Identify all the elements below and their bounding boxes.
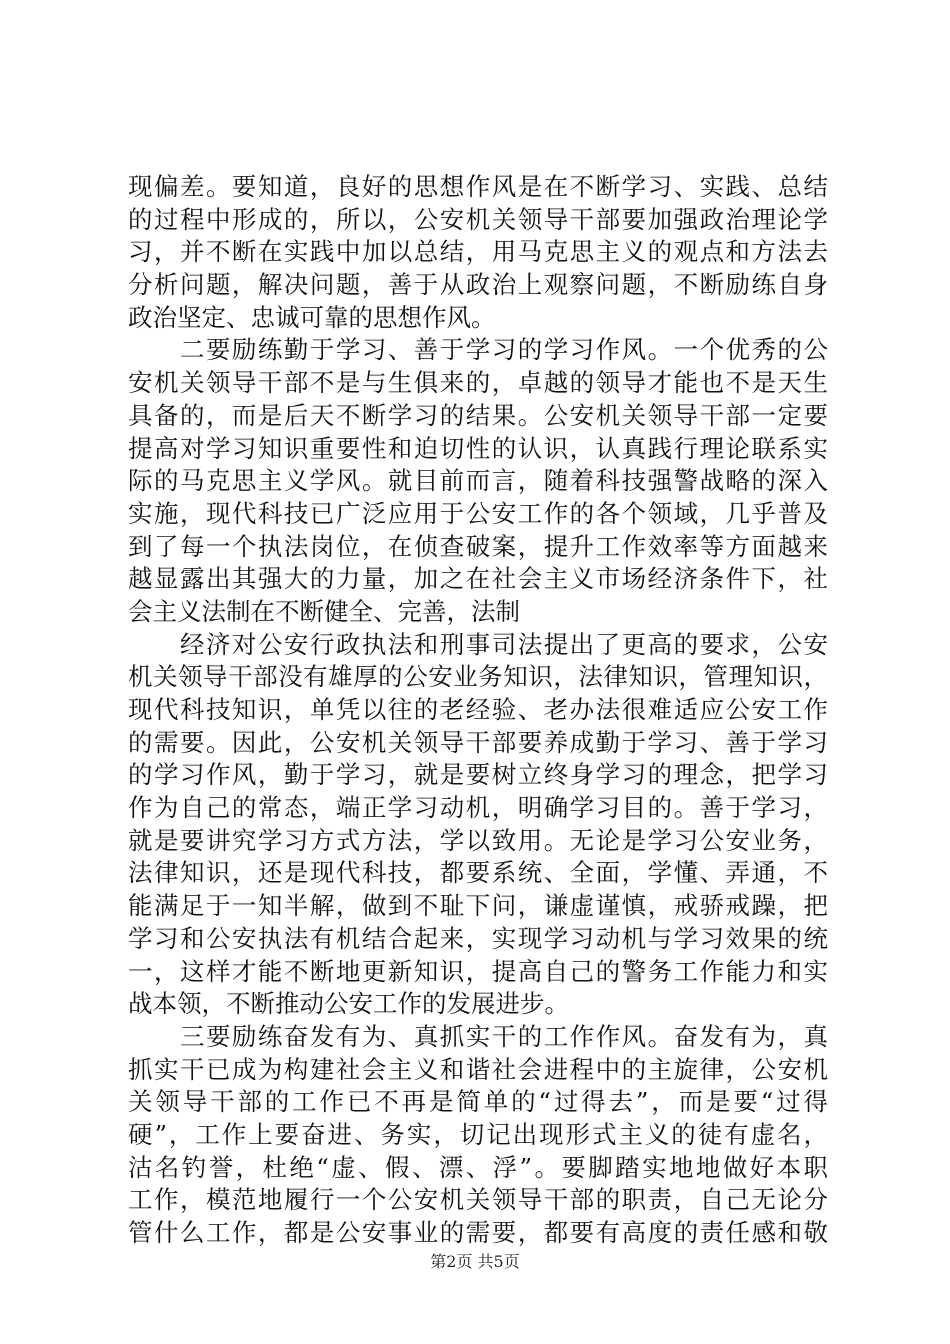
text-line: 战本领，不断推动公安工作的发展进步。 (128, 989, 569, 1019)
text-line: 经济对公安行政执法和刑事司法提出了更高的要求，公安 (128, 629, 828, 659)
text-line: 具备的，而是后天不断学习的结果。公安机关领导干部一定要 (128, 400, 828, 430)
text-line: 实施，现代科技已广泛应用于公安工作的各个领域，几乎普及 (128, 498, 828, 528)
body-text (128, 171, 828, 1250)
text-line: 关领导干部的工作已不再是简单的“过得去”，而是要“过得 (128, 1087, 828, 1117)
text-line: 学习和公安执法有机结合起来，实现学习动机与学习效果的统 (128, 923, 828, 953)
text-line: 管什么工作，都是公安事业的需要，都要有高度的责任感和敬 (128, 1218, 828, 1247)
text-line: 作为自己的常态，端正学习动机，明确学习目的。善于学习， (128, 793, 828, 823)
text-line: 际的马克思主义学风。就目前而言，随着科技强警战略的深入 (128, 466, 828, 496)
page-number-footer: 第2页 共5页 (430, 1252, 520, 1271)
text-line: 的过程中形成的，所以，公安机关领导干部要加强政治理论学 (128, 204, 828, 234)
text-line: 会主义法制在不断健全、完善，法制 (128, 596, 520, 626)
text-line: 安机关领导干部不是与生俱来的，卓越的领导才能也不是天生 (128, 368, 828, 398)
text-line: 二要励练勤于学习、善于学习的学习作风。一个优秀的公 (128, 335, 828, 365)
text-line: 的需要。因此，公安机关领导干部要养成勤于学习、善于学习 (128, 727, 828, 757)
text-line: 到了每一个执法岗位，在侦查破案，提升工作效率等方面越来 (128, 531, 828, 561)
text-line: 沽名钓誉，杜绝“虚、假、漂、浮”。要脚踏实地地做好本职 (128, 1152, 828, 1182)
text-line: 工作，模范地履行一个公安机关领导干部的职责，自己无论分 (128, 1185, 828, 1215)
text-line: 机关领导干部没有雄厚的公安业务知识，法律知识，管理知识， (128, 662, 828, 692)
text-line: 政治坚定、忠诚可靠的思想作风。 (128, 302, 496, 332)
text-line: 现偏差。要知道，良好的思想作风是在不断学习、实践、总结 (128, 172, 828, 201)
text-line: 一，这样才能不断地更新知识，提高自己的警务工作能力和实 (128, 956, 828, 986)
text-line: 就是要讲究学习方式方法，学以致用。无论是学习公安业务， (128, 825, 828, 855)
text-line: 能满足于一知半解，做到不耻下问，谦虚谨慎，戒骄戒躁，把 (128, 891, 828, 921)
text-line: 提高对学习知识重要性和迫切性的认识，认真践行理论联系实 (128, 433, 828, 463)
text-line: 的学习作风，勤于学习，就是要树立终身学习的理念，把学习 (128, 760, 828, 790)
text-line: 分析问题，解决问题，善于从政治上观察问题，不断励练自身 (128, 270, 828, 300)
text-line: 三要励练奋发有为、真抓实干的工作作风。奋发有为，真 (128, 1021, 828, 1051)
text-line: 习，并不断在实践中加以总结，用马克思主义的观点和方法去 (128, 237, 828, 267)
text-line: 法律知识，还是现代科技，都要系统、全面，学懂、弄通，不 (128, 858, 828, 888)
text-line: 抓实干已成为构建社会主义和谐社会进程中的主旋律，公安机 (128, 1054, 828, 1084)
text-line: 越显露出其强大的力量，加之在社会主义市场经济条件下，社 (128, 564, 828, 594)
text-line: 硬”，工作上要奋进、务实，切记出现形式主义的徒有虚名， (128, 1119, 828, 1149)
text-line: 现代科技知识，单凭以往的老经验、老办法很难适应公安工作 (128, 695, 828, 724)
